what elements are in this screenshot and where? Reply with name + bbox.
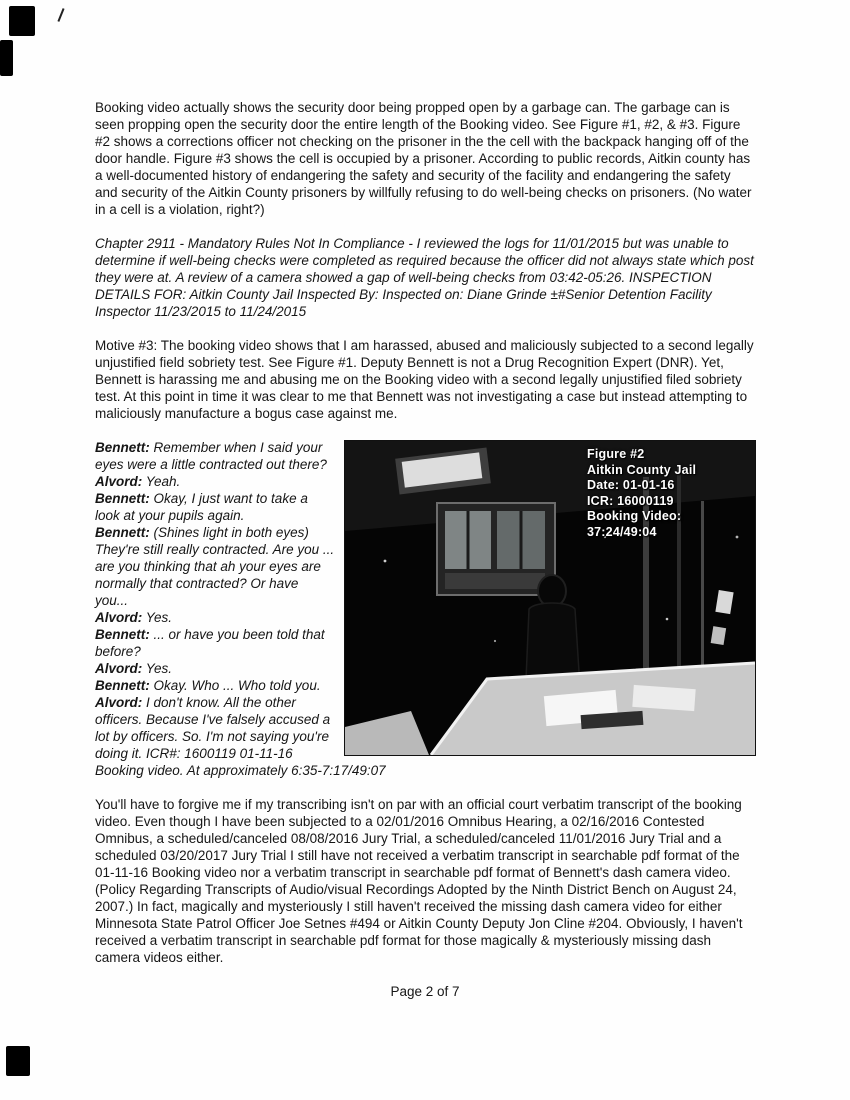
transcript-text: Okay. Who ... Who told you.: [153, 678, 321, 693]
paragraph-booking-video: Booking video actually shows the security door being propped open by a garbage can. The garbage can is seen propping open the security door the entire length of the Booking video. See Figure #1, #2, & #3. Figure #2 shows a corrections officer not checking on the prisoner in the the cell with the backpack hanging off of the door handle. Figure #3 shows the cell is occupied by a prisoner. According to public records, Aitkin county has a well-documented history of endangering the safety and security of the facility and endangering the safety and security of the Aitkin County prisoners by willfully refusing to do well-being checks on prisoners. (No water in a cell is a violation, right?): [95, 100, 752, 217]
figure-label: Figure #2: [587, 447, 645, 461]
transcript-text: Yes.: [145, 610, 173, 625]
transcript-line: [95, 491, 308, 523]
transcript-line: [95, 695, 386, 778]
transcript-line: [95, 474, 180, 489]
transcript-section: [95, 439, 755, 779]
figure-timestamp: 37:24/49:04: [587, 524, 657, 539]
transcript-speaker: Bennett:: [95, 440, 150, 455]
paragraph-closing: You'll have to forgive me if my transcribing isn't on par with an official court verbatim transcript of the booking video. Even though I have been subjected to a 02/01/2016 Omnibus Hearing, a 02/16/2016 Contested Omnibus, a scheduled/canceled 08/08/2016 Jury Trial, a scheduled/canceled 11/01/2016 Jury Trial and a scheduled 03/20/2017 Jury Trial I still have not received a verbatim transcript in searchable pdf format of the 01-11-16 Booking video nor a verbatim transcript in searchable pdf format of Bennett's dash camera video. (Policy Regarding Transcripts of Audio/visual Recordings Adopted by the Ninth District Bench on August 24, 2007.) In fact, magically and mysteriously I still haven't received the missing dash camera video for either Minnesota State Patrol Officer Joe Setnes #494 or Aitkin County Deputy Jon Cline #204. Obviously, I haven't received a verbatim transcript in searchable pdf format for those magically & mysteriously missing dash camera videos either.: [95, 797, 743, 965]
document-body: [95, 99, 755, 1000]
transcript-text: Yes.: [145, 661, 173, 676]
scan-mark-bottom-left: [6, 1046, 30, 1076]
figure-2: [345, 441, 755, 755]
figure-video-label: Booking Video:: [587, 509, 682, 523]
figure-date: Date: 01-01-16: [587, 478, 675, 492]
transcript-text: Remember when I said your eyes were a little contracted out there?: [95, 440, 327, 472]
scan-tick-mark: [57, 8, 64, 22]
scan-mark-left-edge: [0, 40, 13, 76]
figure-facility: Aitkin County Jail: [587, 462, 697, 477]
transcript-speaker: Alvord:: [95, 661, 143, 676]
transcript-speaker: Bennett:: [95, 491, 150, 506]
transcript-speaker: Bennett:: [95, 678, 150, 693]
paragraph-motive-3: Motive #3: The booking video shows that I am harassed, abused and maliciously subjected to a second legally unjustified field sobriety test. See Figure #1. Deputy Bennett is not a Drug Recognition Expert (DNR). Yet, Bennett is harassing me and abusing me on the Booking video with a second legally unjustified filed sobriety test. At this point in time it was clear to me that Bennett was not investigating a case but instead attempting to maliciously manufacture a bogus case against me.: [95, 338, 754, 421]
transcript-speaker: Bennett:: [95, 525, 150, 540]
transcript-line: [95, 661, 172, 676]
transcript-line: [95, 627, 325, 659]
transcript-text: ... or have you been told that before?: [95, 627, 325, 659]
figure-icr: ICR: 16000119: [587, 493, 674, 508]
transcript-text: I don't know. All the other officers. Because I've falsely accused a lot by officers. So. I'm not saying you're doing it. ICR#: 1600119 01-11-16 Booking video. At approximately 6:35-7:17/49:07: [95, 695, 386, 778]
transcript-speaker: Alvord:: [95, 474, 143, 489]
page-number: Page 2 of 7: [390, 984, 460, 999]
scan-mark-top-left: [9, 6, 35, 36]
transcript-line: [95, 525, 334, 608]
transcript-text: Okay, I just want to take a look at your pupils again.: [95, 491, 308, 523]
transcript-line: [95, 610, 172, 625]
transcript-line: [95, 440, 327, 472]
transcript-speaker: Bennett:: [95, 627, 150, 642]
transcript-text: (Shines light in both eyes) They're still really contracted. Are you ... are you thinking that ah your eyes are normally that contracted? Or have you...: [95, 525, 335, 608]
transcript-line: [95, 678, 321, 693]
transcript-speaker: Alvord:: [95, 610, 143, 625]
transcript-text: Yeah.: [145, 474, 181, 489]
figure-2-caption: [587, 447, 749, 540]
transcript-speaker: Alvord:: [95, 695, 143, 710]
paragraph-inspection-quote: Chapter 2911 - Mandatory Rules Not In Compliance - I reviewed the logs for 11/01/2015 but was unable to determine if well-being checks were completed as required because the officer did not always state which post they were at. A review of a camera showed a gap of well-being checks from 03:42-05:26. INSPECTION DETAILS FOR: Aitkin County Jail Inspected By: Inspected on: Diane Grinde ±#Senior Detention Facility Inspector 11/23/2015 to 11/24/2015: [95, 236, 754, 319]
